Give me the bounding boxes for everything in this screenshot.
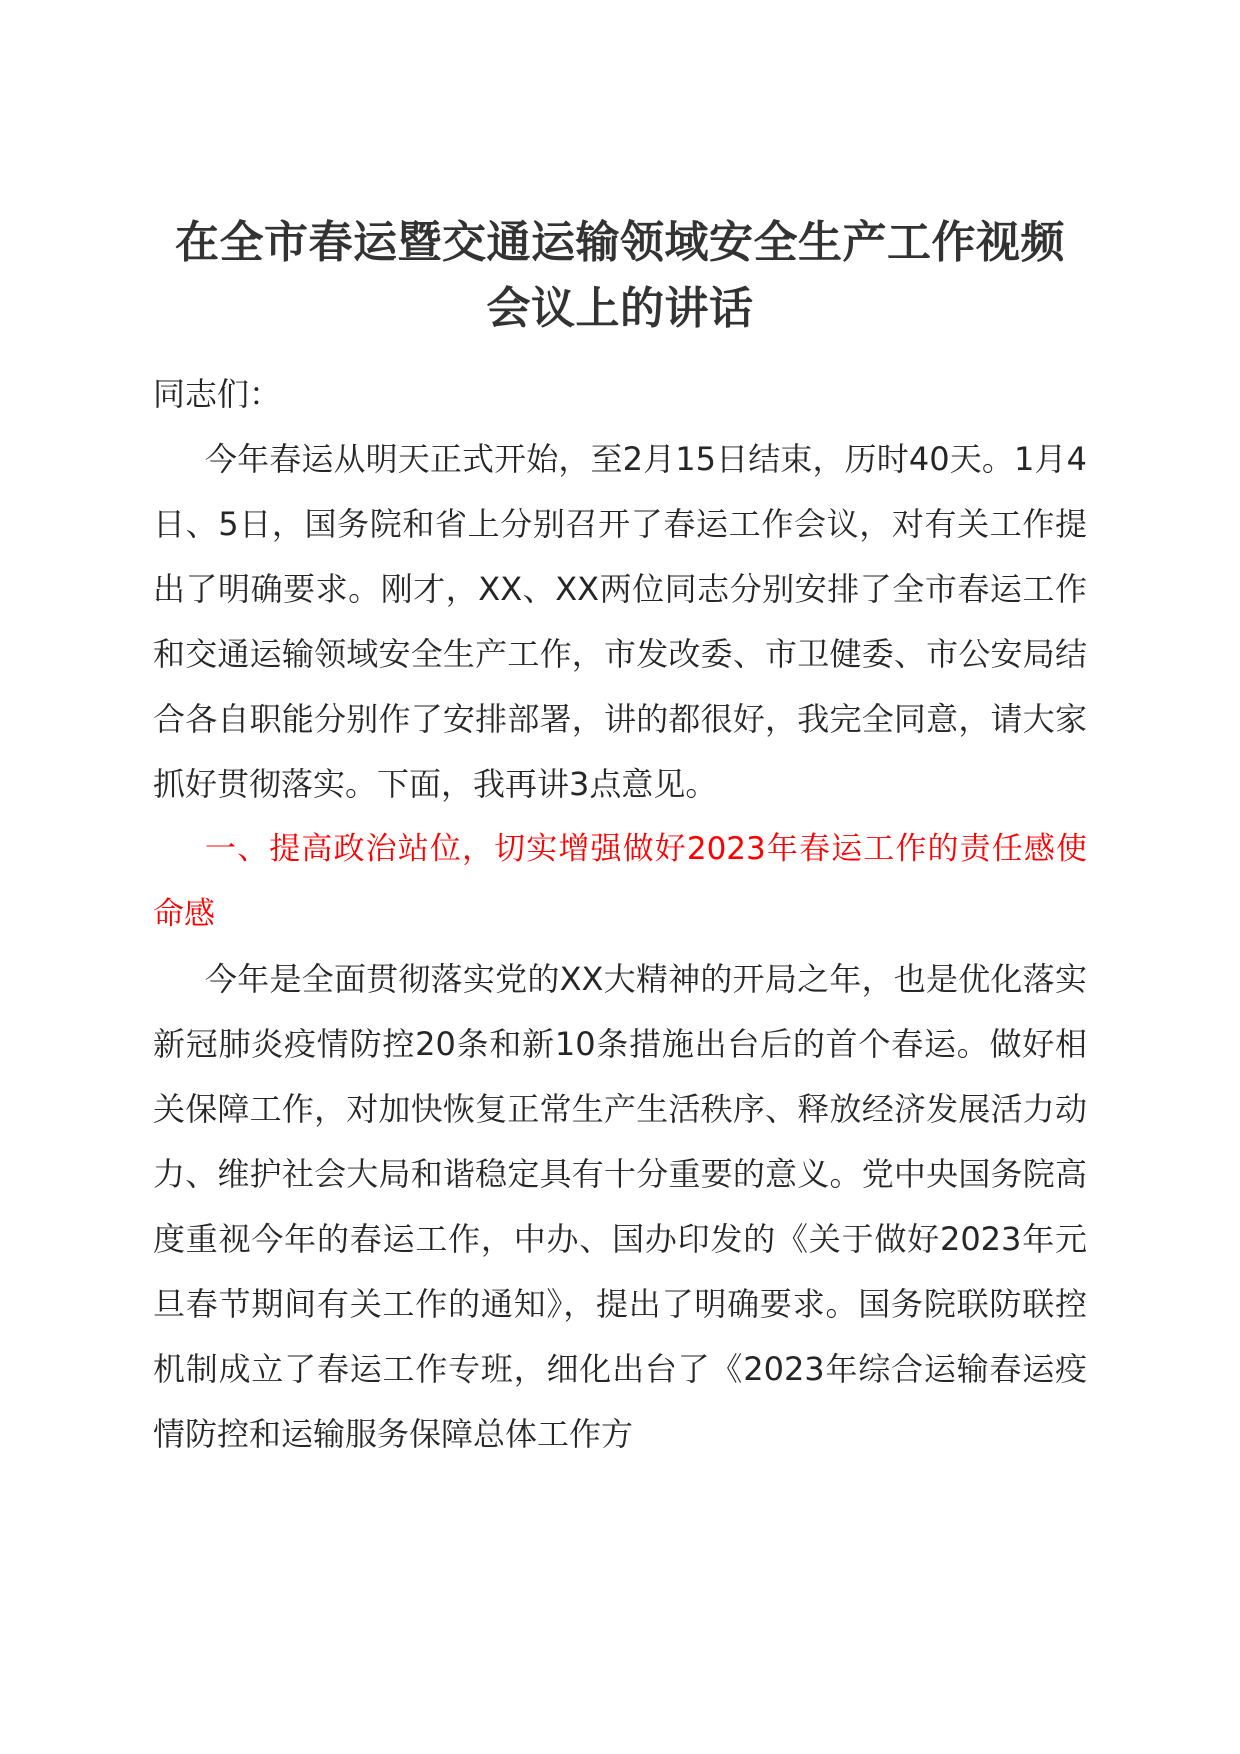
title-line-1: 在全市春运暨交通运输领域安全生产工作视频 [175, 217, 1065, 268]
document-title [153, 210, 1087, 342]
paragraph-section-1: 今年是全面贯彻落实党的XX大精神的开局之年，也是优化落实新冠肺炎疫情防控20条和新10条措施出台后的首个春运。做好相关保障工作，对加快恢复正常生产生活秩序、释放经济发展活力动力、维护社会大局和谐稳定具有十分重要的意义。党中央国务院高度重视今年的春运工作，中办、国办印发的《关于做好2023年元旦春节期间有关工作的通知》，提出了明确要求。国务院联防联控机制成立了春运工作专班，细化出台了《2023年综合运输春运疫情防控和运输服务保障总体工作方 [153, 960, 1087, 1453]
title-line-2: 会议上的讲话 [486, 283, 754, 334]
document-body [153, 210, 1087, 1467]
section-heading-1: 一、提高政治站位，切实增强做好2023年春运工作的责任感使命感 [153, 831, 1087, 932]
salutation: 同志们： [153, 375, 282, 413]
paragraph-intro: 今年春运从明天正式开始，至2月15日结束，历时40天。1月4日、5日，国务院和省上分别召开了春运工作会议，对有关工作提出了明确要求。刚才，XX、XX两位同志分别安排了全市春运工作和交通运输领域安全生产工作，市发改委、市卫健委、市公安局结合各自职能分别作了安排部署，讲的都很好，我完全同意，请大家抓好贯彻落实。下面，我再讲3点意见。 [153, 440, 1087, 803]
